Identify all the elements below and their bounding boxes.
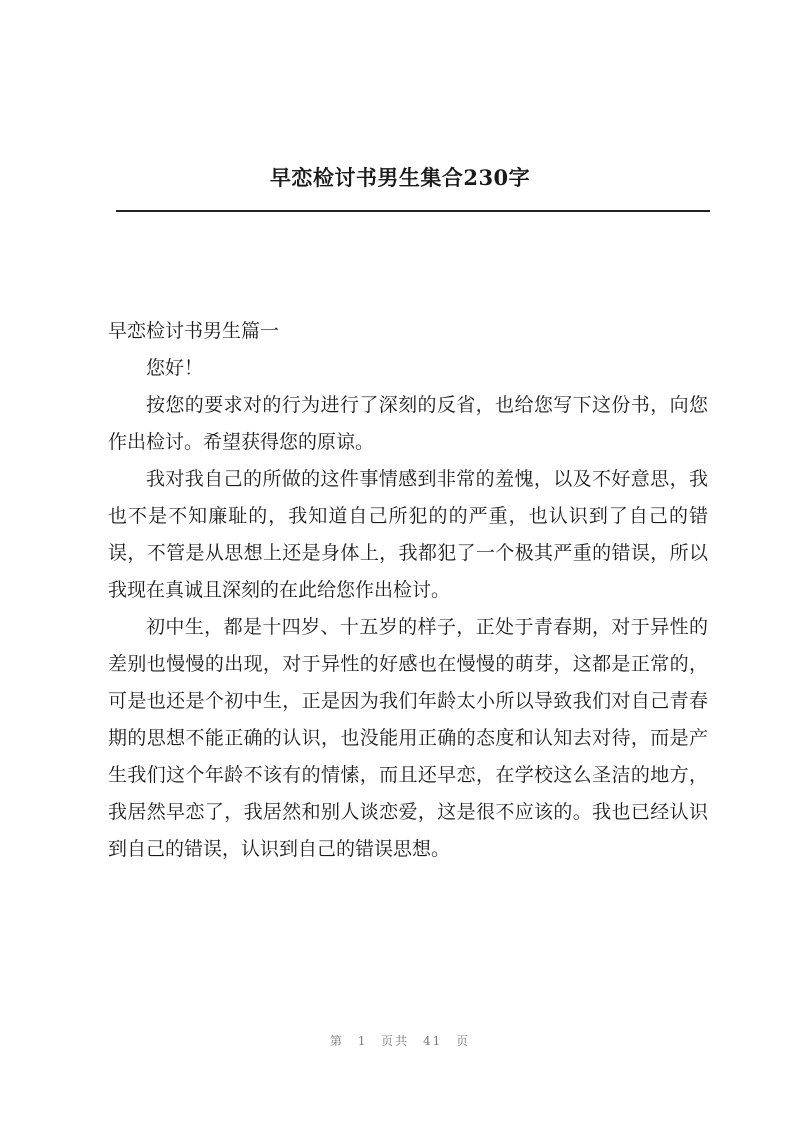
document-title: 早恋检讨书男生集合230字 — [269, 165, 531, 190]
page-number-footer — [0, 1032, 800, 1049]
footer-current-page: 1 — [357, 1034, 368, 1048]
document-body — [108, 313, 708, 868]
title-divider — [116, 210, 710, 212]
greeting-paragraph: 您好！ — [146, 357, 204, 379]
body-paragraph-3: 初中生，都是十四岁、十五岁的样子，正处于青春期，对于异性的差别也慢慢的出现，对于异性的好感也在慢慢的萌芽，这都是正常的，可是也还是个初中生，正是因为我们年龄太小所以导致我们对自己青春期的思想不能正确的认识，也没能用正确的态度和认知去对待，而是产生我们这个年龄不该有的情愫，而且还早恋，在学校这么圣洁的地方，我居然早恋了，我居然和别人谈恋爱，这是很不应该的。我也已经认识到自己的错误，认识到自己的错误思想。 — [108, 616, 708, 860]
footer-prefix: 第 — [329, 1034, 344, 1048]
footer-total-pages: 41 — [423, 1034, 443, 1048]
footer-suffix: 页 — [456, 1034, 471, 1048]
body-paragraph-2: 我对我自己的所做的这件事情感到非常的羞愧，以及不好意思，我也不是不知廉耻的，我知道自己所犯的的严重，也认识到了自己的错误，不管是从思想上还是身体上，我都犯了一个极其严重的错误，所以我现在真诚且深刻的在此给您作出检讨。 — [108, 468, 708, 601]
body-paragraph-1: 按您的要求对的行为进行了深刻的反省，也给您写下这份书，向您作出检讨。希望获得您的原谅。 — [108, 394, 708, 453]
section-heading: 早恋检讨书男生篇一 — [108, 320, 280, 342]
footer-middle: 页共 — [381, 1034, 410, 1048]
